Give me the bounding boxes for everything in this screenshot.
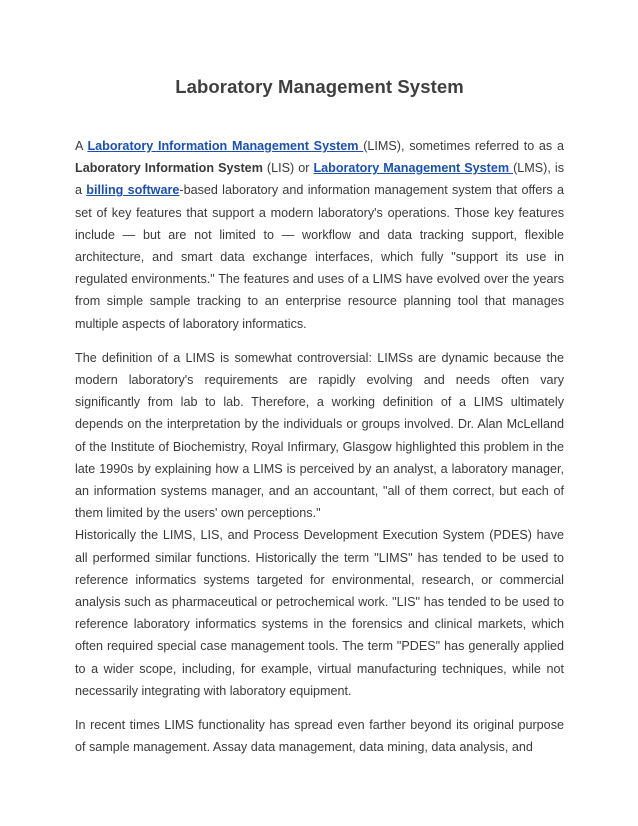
page-title: Laboratory Management System [175, 76, 464, 97]
document-page [75, 0, 564, 758]
paragraph-1 [75, 135, 564, 335]
paragraph-4: In recent times LIMS functionality has spread even farther beyond its original purpose of sample management. Assay data management, data mining, data analysis, and [75, 718, 564, 755]
lims-link[interactable]: Laboratory Information Management System [87, 139, 364, 153]
paragraph-3: Historically the LIMS, LIS, and Process Development Execution System (PDES) have all performed similar functions. Historically the term "LIMS" has tended to be used to reference informatics systems targeted for environmental, research, or commercial analysis such as pharmaceutical or petrochemical work. "LIS" has tended to be used to reference laboratory informatics systems in the forensics and clinical markets, which often required special case management tools. The term "PDES" has generally applied to a wider scope, including, for example, virtual manufacturing techniques, while not necessarily integrating with laboratory equipment. [75, 528, 564, 698]
p1-text-5: -based laboratory and information management system that offers a set of key features that support a modern laboratory's operations. Those key features include — but are not limited to — workflow and data tracking support, flexible architecture, and smart data exchange interfaces, which fully "support its use in regulated environments." The features and uses of a LIMS have evolved over the years from simple sample tracking to an enterprise resource planning tool that manages multiple aspects of laboratory informatics. [75, 183, 564, 331]
p1-text-4: (LMS), is a [75, 161, 564, 198]
p1-text-1: A [75, 139, 88, 153]
p1-text-3: (LIS) or [262, 161, 314, 176]
lms-link[interactable]: Laboratory Management System [313, 161, 514, 176]
p1-text-2: (LIMS), sometimes referred to as a [363, 139, 564, 153]
paragraph-2: The definition of a LIMS is somewhat controversial: LIMSs are dynamic because the modern laboratory's requirements are rapidly evolving and needs often vary significantly from lab to lab. Therefore, a working definition of a LIMS ultimately depends on the interpretation by the individuals or groups involved. Dr. Alan McLelland of the Institute of Biochemistry, Royal Infirmary, Glasgow highlighted this problem in the late 1990s by explaining how a LIMS is perceived by an analyst, a laboratory manager, an information systems manager, and an accountant, "all of them correct, but each of them limited by the users' own perceptions." [75, 350, 564, 521]
billing-software-link[interactable]: billing software [86, 183, 180, 198]
lis-bold-text: Laboratory Information System [75, 161, 263, 176]
